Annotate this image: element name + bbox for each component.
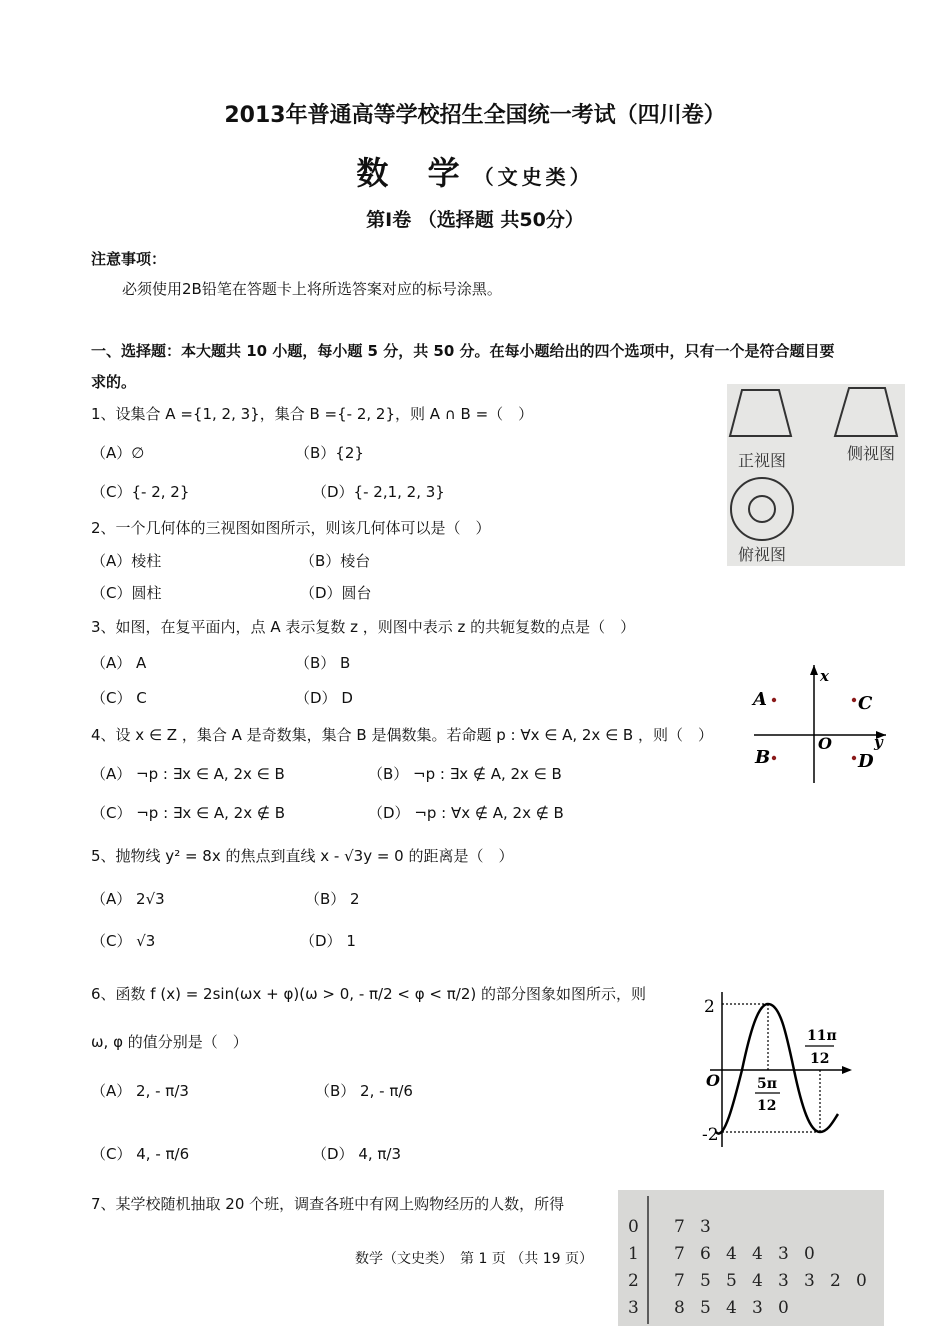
q3-option-d: （D） D: [295, 689, 353, 707]
stem-leaf-rows: [628, 1217, 867, 1318]
section-line-2: 求的。: [91, 373, 137, 391]
section-line-1: 一、选择题：本大题共 10 小题，每小题 5 分，共 50 分。在每小题给出的四个选项中，只有一个是符合题目要: [91, 342, 835, 360]
q5-stem: 5、抛物线 y² = 8x 的焦点到直线 x - √3y = 0 的距离是（ ）: [91, 847, 514, 865]
side-view-label: 侧视图: [847, 444, 896, 463]
point-a-label: A: [753, 689, 767, 710]
stem-value: 1: [628, 1244, 639, 1264]
q1-option-c: （C）{- 2, 2}: [91, 483, 190, 501]
part-heading: 第Ⅰ卷 （选择题 共50分）: [366, 209, 584, 231]
leaf-value: 5: [726, 1271, 737, 1291]
leaf-value: 4: [726, 1244, 737, 1264]
leaf-value: 7: [674, 1244, 685, 1264]
notice-body: 必须使用2B铅笔在答题卡上将所选答案对应的标号涂黑。: [122, 280, 502, 298]
q2-option-c: （C）圆柱: [91, 584, 162, 602]
point-b: [772, 756, 776, 760]
q3-stem: 3、如图，在复平面内，点 A 表示复数 z ，则图中表示 z 的共轭复数的点是（ ）: [91, 618, 636, 636]
leaf-value: 5: [700, 1271, 711, 1291]
q2-stem: 2、一个几何体的三视图如图所示，则该几何体可以是（ ）: [91, 519, 491, 537]
top-view-inner-circle: [749, 496, 775, 522]
leaf-value: 0: [778, 1298, 789, 1318]
stem-value: 3: [628, 1298, 639, 1318]
q5-option-a: （A） 2√3: [91, 890, 165, 908]
page-footer: 数学（文史类） 第 1 页 （共 19 页）: [355, 1251, 593, 1267]
point-a: [772, 698, 776, 702]
q4-option-a: （A） ¬p : ∃x ∈ A, 2x ∈ B: [91, 765, 285, 783]
q5-option-c: （C） √3: [91, 932, 156, 950]
leaf-value: 4: [726, 1298, 737, 1318]
leaf-value: 3: [778, 1271, 789, 1291]
y-min-label: -2: [702, 1125, 719, 1145]
q1-option-b: （B）{2}: [295, 444, 364, 462]
q3-option-a: （A） A: [91, 654, 147, 672]
q6-stem: 6、函数 f (x) = 2sin(ωx + φ)(ω > 0, - π/2 < φ < π/2) 的部分图象如图所示，则: [91, 985, 646, 1003]
y-max-label: 2: [704, 997, 715, 1017]
x1-denominator: 12: [757, 1098, 777, 1114]
stem-value: 2: [628, 1271, 639, 1291]
q1-option-a: （A）∅: [91, 444, 145, 462]
leaf-value: 3: [778, 1244, 789, 1264]
leaf-value: 7: [674, 1217, 685, 1237]
top-view-outer-circle: [731, 478, 793, 540]
notice-heading: 注意事项：: [91, 250, 167, 268]
x-axis-label: x: [820, 667, 829, 685]
complex-plane-figure: [748, 665, 888, 790]
sine-x-axis-arrow: [842, 1066, 852, 1074]
q4-option-d: （D） ¬p : ∀x ∉ A, 2x ∉ B: [368, 804, 564, 822]
q3-option-b: （B） B: [295, 654, 351, 672]
sine-origin-label: O: [706, 1071, 720, 1090]
x2-denominator: 12: [810, 1051, 830, 1067]
stem-value: 0: [628, 1217, 639, 1237]
leaf-value: 7: [674, 1271, 685, 1291]
q4-stem: 4、设 x ∈ Z ，集合 A 是奇数集，集合 B 是偶数集。若命题 p : ∀x ∈ A, 2x ∈ B ，则（ ）: [91, 726, 713, 744]
sine-graph-figure: [700, 992, 860, 1152]
q6-option-b: （B） 2, - π/6: [315, 1082, 413, 1100]
q5-option-b: （B） 2: [305, 890, 360, 908]
q6-option-c: （C） 4, - π/6: [91, 1145, 190, 1163]
q4-option-c: （C） ¬p : ∃x ∈ A, 2x ∉ B: [91, 804, 285, 822]
leaf-value: 3: [700, 1217, 711, 1237]
point-d: [852, 756, 856, 760]
x1-numerator: 5π: [757, 1076, 777, 1092]
q2-option-d: （D）圆台: [300, 584, 372, 602]
leaf-value: 2: [830, 1271, 841, 1291]
subject-title: 数 学: [356, 154, 474, 192]
leaf-value: 8: [674, 1298, 685, 1318]
x2-numerator: 11π: [807, 1028, 837, 1044]
q6-option-d: （D） 4, π/3: [312, 1145, 402, 1163]
front-view-label: 正视图: [738, 451, 787, 470]
origin-label: O: [818, 734, 832, 753]
point-c-label: C: [858, 693, 873, 714]
front-view-trapezoid: [730, 390, 791, 436]
leaf-value: 6: [700, 1244, 711, 1264]
q1-stem: 1、设集合 A ={1, 2, 3}，集合 B ={- 2, 2}，则 A ∩ B =（ ）: [91, 405, 534, 423]
q1-option-d: （D）{- 2,1, 2, 3}: [312, 483, 445, 501]
q3-option-c: （C） C: [91, 689, 147, 707]
y-axis-label: y: [874, 733, 883, 751]
q2-option-b: （B）棱台: [300, 552, 371, 570]
subject-subtitle: （文史类）: [473, 165, 594, 189]
q7-stem: 7、某学校随机抽取 20 个班，调查各班中有网上购物经历的人数，所得: [91, 1195, 565, 1213]
q6-stem-2: ω, φ 的值分别是（ ）: [91, 1033, 248, 1051]
q4-option-b: （B） ¬p : ∃x ∉ A, 2x ∈ B: [368, 765, 562, 783]
leaf-value: 5: [700, 1298, 711, 1318]
subject-line: [0, 148, 950, 194]
leaf-value: 4: [752, 1244, 763, 1264]
q6-option-a: （A） 2, - π/3: [91, 1082, 189, 1100]
point-b-label: B: [755, 747, 771, 768]
leaf-value: 0: [804, 1244, 815, 1264]
q5-option-d: （D） 1: [300, 932, 356, 950]
top-view-label: 俯视图: [738, 545, 787, 564]
leaf-value: 0: [856, 1271, 867, 1291]
point-d-label: D: [858, 751, 874, 772]
stem-leaf-figure: [618, 1190, 884, 1326]
three-view-drawing: [727, 384, 905, 566]
leaf-value: 3: [804, 1271, 815, 1291]
point-c: [852, 698, 856, 702]
three-view-figure: [727, 384, 905, 566]
side-view-trapezoid: [835, 388, 897, 436]
exam-title: 2013年普通高等学校招生全国统一考试（四川卷）: [224, 103, 726, 128]
leaf-value: 3: [752, 1298, 763, 1318]
stem-leaf-drawing: [618, 1190, 884, 1326]
vertical-axis-arrow: [810, 665, 818, 675]
leaf-value: 4: [752, 1271, 763, 1291]
q2-option-a: （A）棱柱: [91, 552, 162, 570]
